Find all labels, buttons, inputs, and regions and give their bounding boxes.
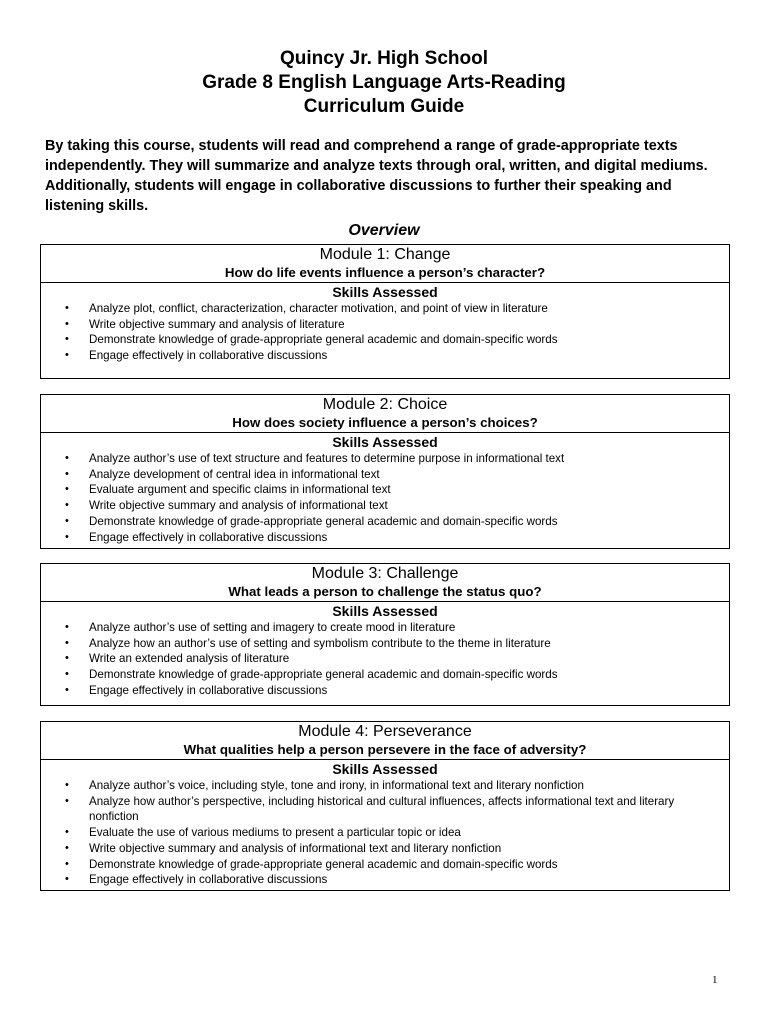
skill-item: • Write an extended analysis of literature xyxy=(89,651,729,667)
skill-item: • Analyze how an author’s use of setting and symbolism contribute to the theme in literature xyxy=(89,636,729,652)
module-header xyxy=(41,564,729,602)
document-type: Curriculum Guide xyxy=(303,96,465,117)
skill-item: • Engage effectively in collaborative discussions xyxy=(89,530,729,546)
skill-item: • Write objective summary and analysis of informational text xyxy=(89,498,729,514)
skills-list xyxy=(41,620,729,699)
module-3-box xyxy=(40,563,730,706)
skill-item: • Analyze how author’s perspective, including historical and cultural influences, affects informational text and literary nonfiction xyxy=(89,794,729,825)
school-name: Quincy Jr. High School xyxy=(280,48,488,69)
skills-heading: Skills Assessed xyxy=(332,284,438,300)
skill-item: • Analyze author’s voice, including style, tone and irony, in informational text and literary nonfiction xyxy=(89,778,729,794)
module-1-box xyxy=(40,244,730,379)
module-question: How do life events influence a person’s character? xyxy=(224,265,546,280)
module-4-box xyxy=(40,721,730,891)
skills-heading: Skills Assessed xyxy=(332,761,438,777)
skill-item: • Analyze plot, conflict, characterization, character motivation, and point of view in literature xyxy=(89,301,729,317)
skill-item: • Engage effectively in collaborative discussions xyxy=(89,683,729,699)
skill-item: • Evaluate the use of various mediums to present a particular topic or idea xyxy=(89,825,729,841)
skills-list xyxy=(41,301,729,364)
skills-heading: Skills Assessed xyxy=(332,603,438,619)
module-header xyxy=(41,245,729,283)
module-question: What leads a person to challenge the status quo? xyxy=(228,584,542,599)
skill-item: • Demonstrate knowledge of grade-appropriate general academic and domain-specific words xyxy=(89,667,729,683)
skill-item: • Analyze author’s use of setting and imagery to create mood in literature xyxy=(89,620,729,636)
skill-item: • Write objective summary and analysis of informational text and literary nonfiction xyxy=(89,841,729,857)
overview-heading: Overview xyxy=(348,222,420,239)
skill-item: • Analyze author’s use of text structure and features to determine purpose in informational text xyxy=(89,451,729,467)
module-question: What qualities help a person persevere in the face of adversity? xyxy=(183,742,587,757)
skills-list xyxy=(41,778,729,888)
module-question: How does society influence a person’s choices? xyxy=(232,415,538,430)
skill-item: • Demonstrate knowledge of grade-appropriate general academic and domain-specific words xyxy=(89,857,729,873)
module-title: Module 3: Challenge xyxy=(311,565,459,582)
skill-item: • Engage effectively in collaborative discussions xyxy=(89,872,729,888)
page-number: 1 xyxy=(712,974,718,986)
document-title xyxy=(0,47,768,119)
skill-item: • Evaluate argument and specific claims in informational text xyxy=(89,482,729,498)
course-name: Grade 8 English Language Arts-Reading xyxy=(202,72,566,93)
skills-heading: Skills Assessed xyxy=(332,434,438,450)
skills-list xyxy=(41,451,729,545)
skill-item: • Engage effectively in collaborative discussions xyxy=(89,348,729,364)
module-header xyxy=(41,722,729,760)
module-header xyxy=(41,395,729,433)
skill-item: • Write objective summary and analysis of literature xyxy=(89,317,729,333)
skill-item: • Demonstrate knowledge of grade-appropriate general academic and domain-specific words xyxy=(89,514,729,530)
skill-item: • Demonstrate knowledge of grade-appropriate general academic and domain-specific words xyxy=(89,332,729,348)
module-title: Module 1: Change xyxy=(319,246,451,263)
module-title: Module 4: Perseverance xyxy=(298,723,472,740)
module-2-box xyxy=(40,394,730,549)
module-title: Module 2: Choice xyxy=(322,396,448,413)
skill-item: • Analyze development of central idea in informational text xyxy=(89,467,729,483)
course-description: By taking this course, students will read and comprehend a range of grade-appropriate texts independently. They will summarize and analyze texts through oral, written, and digital mediums. Additionally, students will engage in collaborative discussions to further their speaking and listening skills. xyxy=(45,138,708,214)
